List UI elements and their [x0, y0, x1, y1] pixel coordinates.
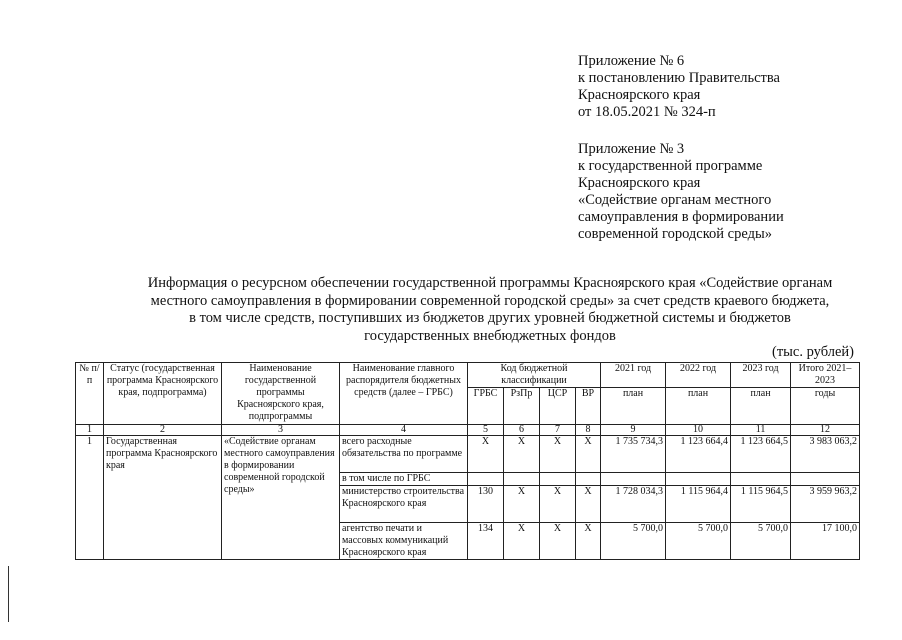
column-number-row [76, 425, 860, 436]
header-2021: 2021 год [601, 363, 666, 388]
row-2023: 1 123 664,5 [731, 436, 791, 473]
header-2023: 2023 год [731, 363, 791, 388]
row-rzpr: Х [504, 486, 540, 523]
row-vr: Х [576, 486, 601, 523]
header-row [76, 363, 860, 388]
row-total: 17 100,0 [791, 523, 860, 560]
row-2021: 1 735 734,3 [601, 436, 666, 473]
row-grbs: Х [468, 436, 504, 473]
column-number: 11 [731, 425, 791, 436]
column-number: 6 [504, 425, 540, 436]
appendix-line: Красноярского края [578, 87, 701, 103]
column-number: 2 [104, 425, 222, 436]
row-total: 3 983 063,2 [791, 436, 860, 473]
row-vr [576, 473, 601, 486]
header-csr: ЦСР [540, 388, 576, 425]
row-grbs-name: агентство печати и массовых коммуникаций Красноярского края [340, 523, 468, 560]
header-status: Статус (государственная программа Красноярского края, подпрограмма) [104, 363, 222, 425]
row-total [791, 473, 860, 486]
row-vr: Х [576, 523, 601, 560]
row-grbs: 130 [468, 486, 504, 523]
row-program-name: «Содействие органам местного самоуправления в формировании современной городской среды» [222, 436, 340, 560]
header-total: Итого 2021–2023 [791, 363, 860, 388]
column-number: 9 [601, 425, 666, 436]
column-number: 7 [540, 425, 576, 436]
header-2022: 2022 год [666, 363, 731, 388]
column-number: 5 [468, 425, 504, 436]
appendix-3-block [578, 141, 784, 243]
units-label: (тыс. рублей) [772, 344, 854, 360]
appendix-line: от 18.05.2021 № 324-п [578, 104, 716, 120]
header-code-group: Код бюджетной классификации [468, 363, 601, 388]
title-line: Информация о ресурсном обеспечении государственной программы Красноярского края «Содействие органам [147, 275, 833, 291]
row-csr: Х [540, 523, 576, 560]
row-2021: 1 728 034,3 [601, 486, 666, 523]
row-csr: Х [540, 436, 576, 473]
scan-margin-line [8, 566, 9, 622]
header-vr: ВР [576, 388, 601, 425]
row-2022: 5 700,0 [666, 523, 731, 560]
header-plan-2023: план [731, 388, 791, 425]
title-line: государственных внебюджетных фондов [364, 327, 616, 344]
row-status: Государственная программа Красноярского края [104, 436, 222, 560]
row-2023: 1 115 964,5 [731, 486, 791, 523]
header-rzpr: РзПр [504, 388, 540, 425]
header-program-name: Наименование государственной программы Красноярского края, подпрограммы [222, 363, 340, 425]
appendix-line: к постановлению Правительства [578, 70, 780, 86]
header-grbs: ГРБС [468, 388, 504, 425]
row-rzpr: Х [504, 523, 540, 560]
row-2022: 1 115 964,4 [666, 486, 731, 523]
row-grbs-name: всего расходные обязательства по программе [340, 436, 468, 473]
title-line: местного самоуправления в формировании современной городской среды» за счет средств краевого бюджета, [150, 292, 830, 309]
resource-table [75, 362, 860, 560]
header-plan-2021: план [601, 388, 666, 425]
row-2021: 5 700,0 [601, 523, 666, 560]
row-vr: Х [576, 436, 601, 473]
appendix-6-block [578, 53, 780, 121]
header-plan-2022: план [666, 388, 731, 425]
header-num: № п/п [76, 363, 104, 425]
header-grbs-name: Наименование главного распорядителя бюджетных средств (далее – ГРБС) [340, 363, 468, 425]
row-2023: 5 700,0 [731, 523, 791, 560]
appendix-line: самоуправления в формировании [578, 209, 784, 225]
row-grbs-name: министерство строительства Красноярского края [340, 486, 468, 523]
appendix-line: к государственной программе [578, 158, 763, 174]
row-2022 [666, 473, 731, 486]
row-grbs-name: в том числе по ГРБС [340, 473, 468, 486]
row-total: 3 959 963,2 [791, 486, 860, 523]
title-line: в том числе средств, поступивших из бюджетов других уровней бюджетной системы и бюджетов [189, 310, 791, 326]
column-number: 12 [791, 425, 860, 436]
row-rzpr: Х [504, 436, 540, 473]
appendix-line: Приложение № 3 [578, 141, 685, 157]
row-grbs [468, 473, 504, 486]
document-title [100, 275, 880, 345]
column-number: 8 [576, 425, 601, 436]
row-2021 [601, 473, 666, 486]
column-number: 3 [222, 425, 340, 436]
appendix-line: Приложение № 6 [578, 53, 685, 69]
table-row [76, 436, 860, 473]
column-number: 1 [76, 425, 104, 436]
row-2022: 1 123 664,4 [666, 436, 731, 473]
appendix-line: современной городской среды» [578, 226, 772, 242]
appendix-line: Красноярского края [578, 175, 701, 191]
row-number: 1 [76, 436, 104, 560]
appendix-line: «Содействие органам местного [578, 192, 772, 208]
row-csr: Х [540, 486, 576, 523]
row-rzpr [504, 473, 540, 486]
column-number: 10 [666, 425, 731, 436]
row-2023 [731, 473, 791, 486]
column-number: 4 [340, 425, 468, 436]
row-grbs: 134 [468, 523, 504, 560]
row-csr [540, 473, 576, 486]
header-total-years: годы [791, 388, 860, 425]
